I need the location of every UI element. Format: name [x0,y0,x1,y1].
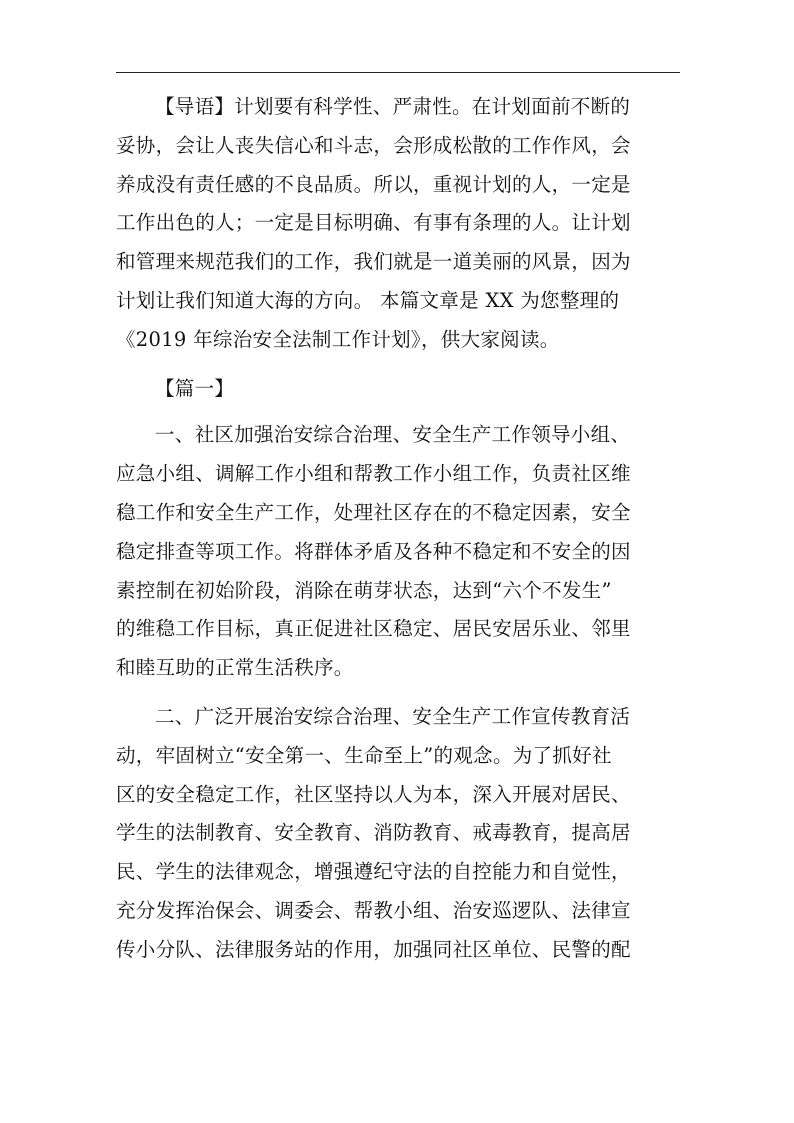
paragraph-line: 二、广泛开展治安综合治理、安全生产工作宣传教育活 [155,704,631,728]
paragraph-line: 动，牢固树立“安全第一、生命至上”的观念。为了抓好社 [116,743,612,767]
section-heading: 【篇一】 [155,376,235,400]
intro-line: 妥协，会让人丧失信心和斗志，会形成松散的工作作风，会 [116,133,631,157]
header-rule [116,72,680,73]
paragraph-line: 稳工作和安全生产工作，处理社区存在的不稳定因素，安全 [116,500,631,524]
document-body [116,88,686,980]
paragraph-line: 区的安全稳定工作，社区坚持以人为本，深入开展对居民、 [116,782,631,806]
intro-line: 工作出色的人；一定是目标明确、有事有条理的人。让计划 [116,211,631,235]
paragraph-line: 和睦互助的正常生活秩序。 [116,656,354,680]
intro-paragraph [116,88,686,360]
paragraph-line: 的维稳工作目标，真正促进社区稳定、居民安居乐业、邻里 [116,617,631,641]
paragraph-line: 应急小组、调解工作小组和帮教工作小组工作，负责社区维 [116,462,631,486]
paragraph-line: 学生的法制教育、安全教育、消防教育、戒毒教育，提高居 [116,821,631,845]
paragraph-one [116,416,686,688]
paragraph-line: 稳定排查等项工作。将群体矛盾及各种不稳定和不安全的因 [116,539,631,563]
paragraph-two [116,698,686,970]
intro-line: 【导语】计划要有科学性、严肃性。在计划面前不断的 [155,95,631,118]
paragraph-line: 素控制在初始阶段，消除在萌芽状态，达到“六个不发生” [116,578,612,602]
paragraph-line: 民、学生的法律观念，增强遵纪守法的自控能力和自觉性， [116,860,631,884]
intro-line: 养成没有责任感的不良品质。所以，重视计划的人，一定是 [116,172,631,196]
paragraph-line: 传小分队、法律服务站的作用，加强同社区单位、民警的配 [116,937,631,961]
paragraph-line: 充分发挥治保会、调委会、帮教小组、治安巡逻队、法律宣 [116,898,631,922]
paragraph-line: 一、社区加强治安综合治理、安全生产工作领导小组、 [155,423,631,447]
intro-line: 和管理来规范我们的工作，我们就是一道美丽的风景，因为 [116,250,631,274]
intro-line: 计划让我们知道大海的方向。 本篇文章是 XX 为您整理的 [116,288,620,312]
intro-line: 《2019 年综治安全法制工作计划》，供大家阅读。 [116,327,560,351]
